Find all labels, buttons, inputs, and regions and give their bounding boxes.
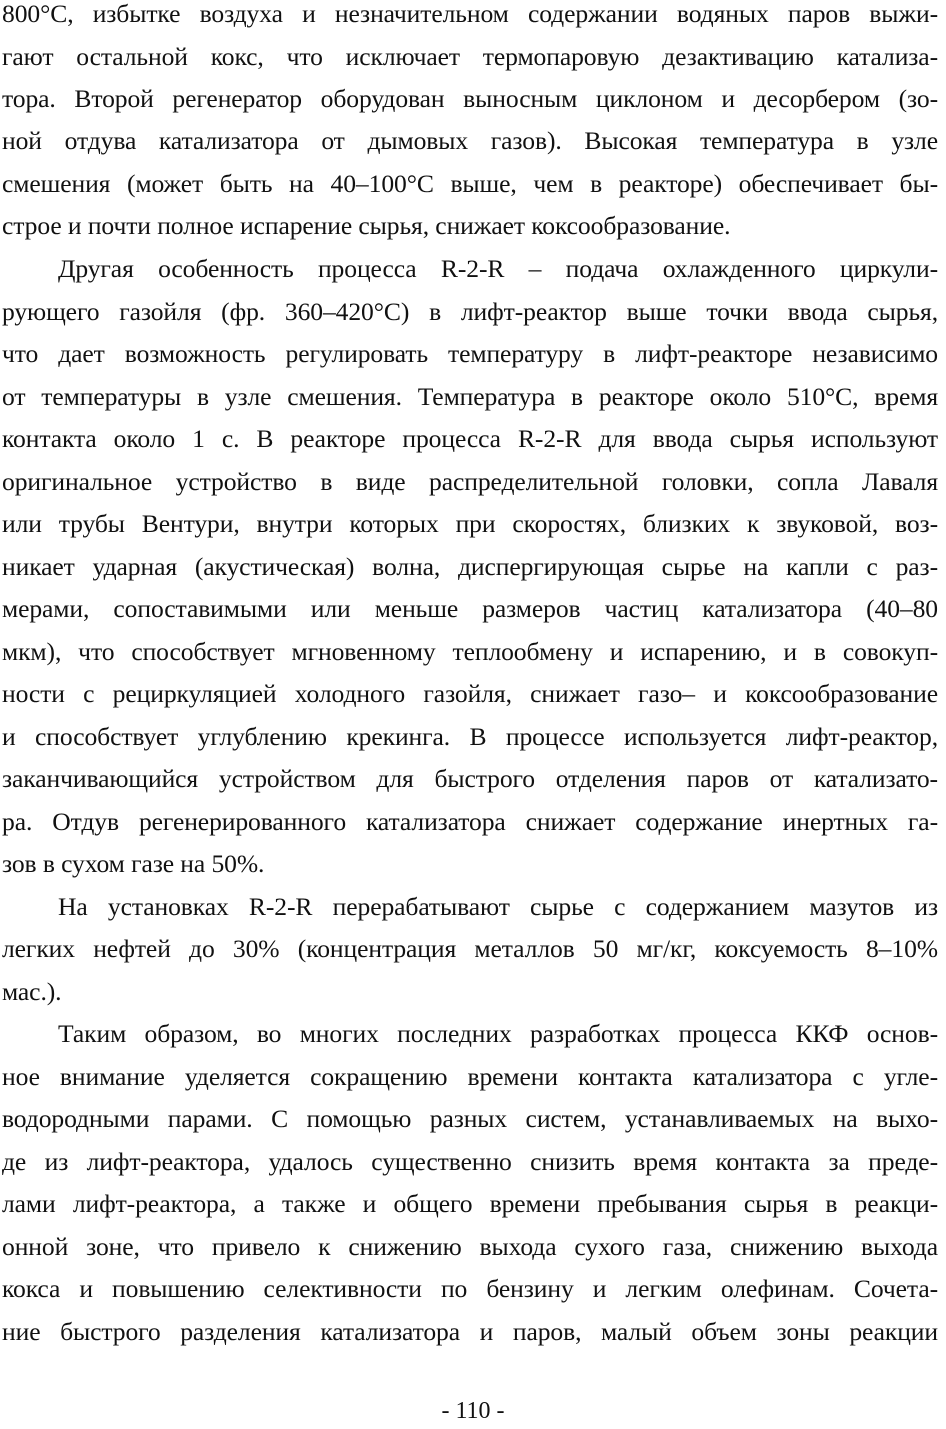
text-line: оригинальное устройство в виде распределительной головки, сопла Лаваля: [2, 467, 938, 496]
text-line: легких нефтей до 30% (концентрация металлов 50 мг/кг, коксуемость 8–10%: [2, 934, 938, 963]
text-line: ной отдува катализатора от дымовых газов). Высокая температура в узле: [2, 126, 938, 155]
text-line: ности с рециркуляцией холодного газойля, снижает газо– и коксообразование: [2, 679, 938, 708]
text-line: мас.).: [2, 977, 62, 1006]
text-line: де из лифт-реактора, удалось существенно снизить время контакта за преде-: [2, 1147, 938, 1176]
text-line: контакта около 1 с. В реакторе процесса R-2-R для ввода сырья используют: [2, 424, 938, 453]
text-line: или трубы Вентури, внутри которых при скоростях, близких к звуковой, воз-: [2, 509, 938, 538]
text-line: Таким образом, во многих последних разработках процесса ККФ основ-: [58, 1019, 938, 1048]
text-line: строе и почти полное испарение сырья, снижает коксообразование.: [2, 211, 731, 240]
text-line: гают остальной кокс, что исключает термопаровую дезактивацию катализа-: [2, 42, 938, 71]
text-line: от температуры в узле смешения. Температура в реакторе около 510°С, время: [2, 382, 938, 411]
text-line: ное внимание уделяется сокращению времени контакта катализатора с угле-: [2, 1062, 938, 1091]
text-line: онной зоне, что привело к снижению выхода сухого газа, снижению выхода: [2, 1232, 938, 1261]
text-line: Другая особенность процесса R-2-R – подача охлажденного циркули-: [58, 254, 938, 283]
text-line: и способствует углублению крекинга. В процессе используется лифт-реактор,: [2, 722, 938, 751]
text-line: рующего газойля (фр. 360–420°С) в лифт-реактор выше точки ввода сырья,: [2, 297, 938, 326]
text-line: лами лифт-реактора, а также и общего времени пребывания сырья в реакци-: [2, 1189, 938, 1218]
text-line: никает ударная (акустическая) волна, диспергирующая сырье на капли с раз-: [2, 552, 938, 581]
text-line: заканчивающийся устройством для быстрого отделения паров от катализато-: [2, 764, 938, 793]
text-line: мкм), что способствует мгновенному теплообмену и испарению, и в совокуп-: [2, 637, 938, 666]
text-line: На установках R-2-R перерабатывают сырье с содержанием мазутов из: [58, 892, 938, 921]
page-number: - 110 -: [441, 1398, 505, 1424]
text-line: ние быстрого разделения катализатора и паров, малый объем зоны реакции: [2, 1317, 938, 1346]
text-line: тора. Второй регенератор оборудован выносным циклоном и десорбером (зо-: [2, 84, 938, 113]
text-line: мерами, сопоставимыми или меньше размеров частиц катализатора (40–80: [2, 594, 938, 623]
text-line: 800°С, избытке воздуха и незначительном содержании водяных паров выжи-: [2, 0, 938, 28]
text-line: зов в сухом газе на 50%.: [2, 849, 265, 878]
text-line: смешения (может быть на 40–100°С выше, чем в реакторе) обеспечивает бы-: [2, 169, 938, 198]
text-line: водородными парами. С помощью разных систем, устанавливаемых на выхо-: [2, 1104, 938, 1133]
text-line: что дает возможность регулировать температуру в лифт-реакторе независимо: [2, 339, 938, 368]
text-line: ра. Отдув регенерированного катализатора снижает содержание инертных га-: [2, 807, 938, 836]
text-line: кокса и повышению селективности по бензину и легким олефинам. Сочета-: [2, 1274, 938, 1303]
